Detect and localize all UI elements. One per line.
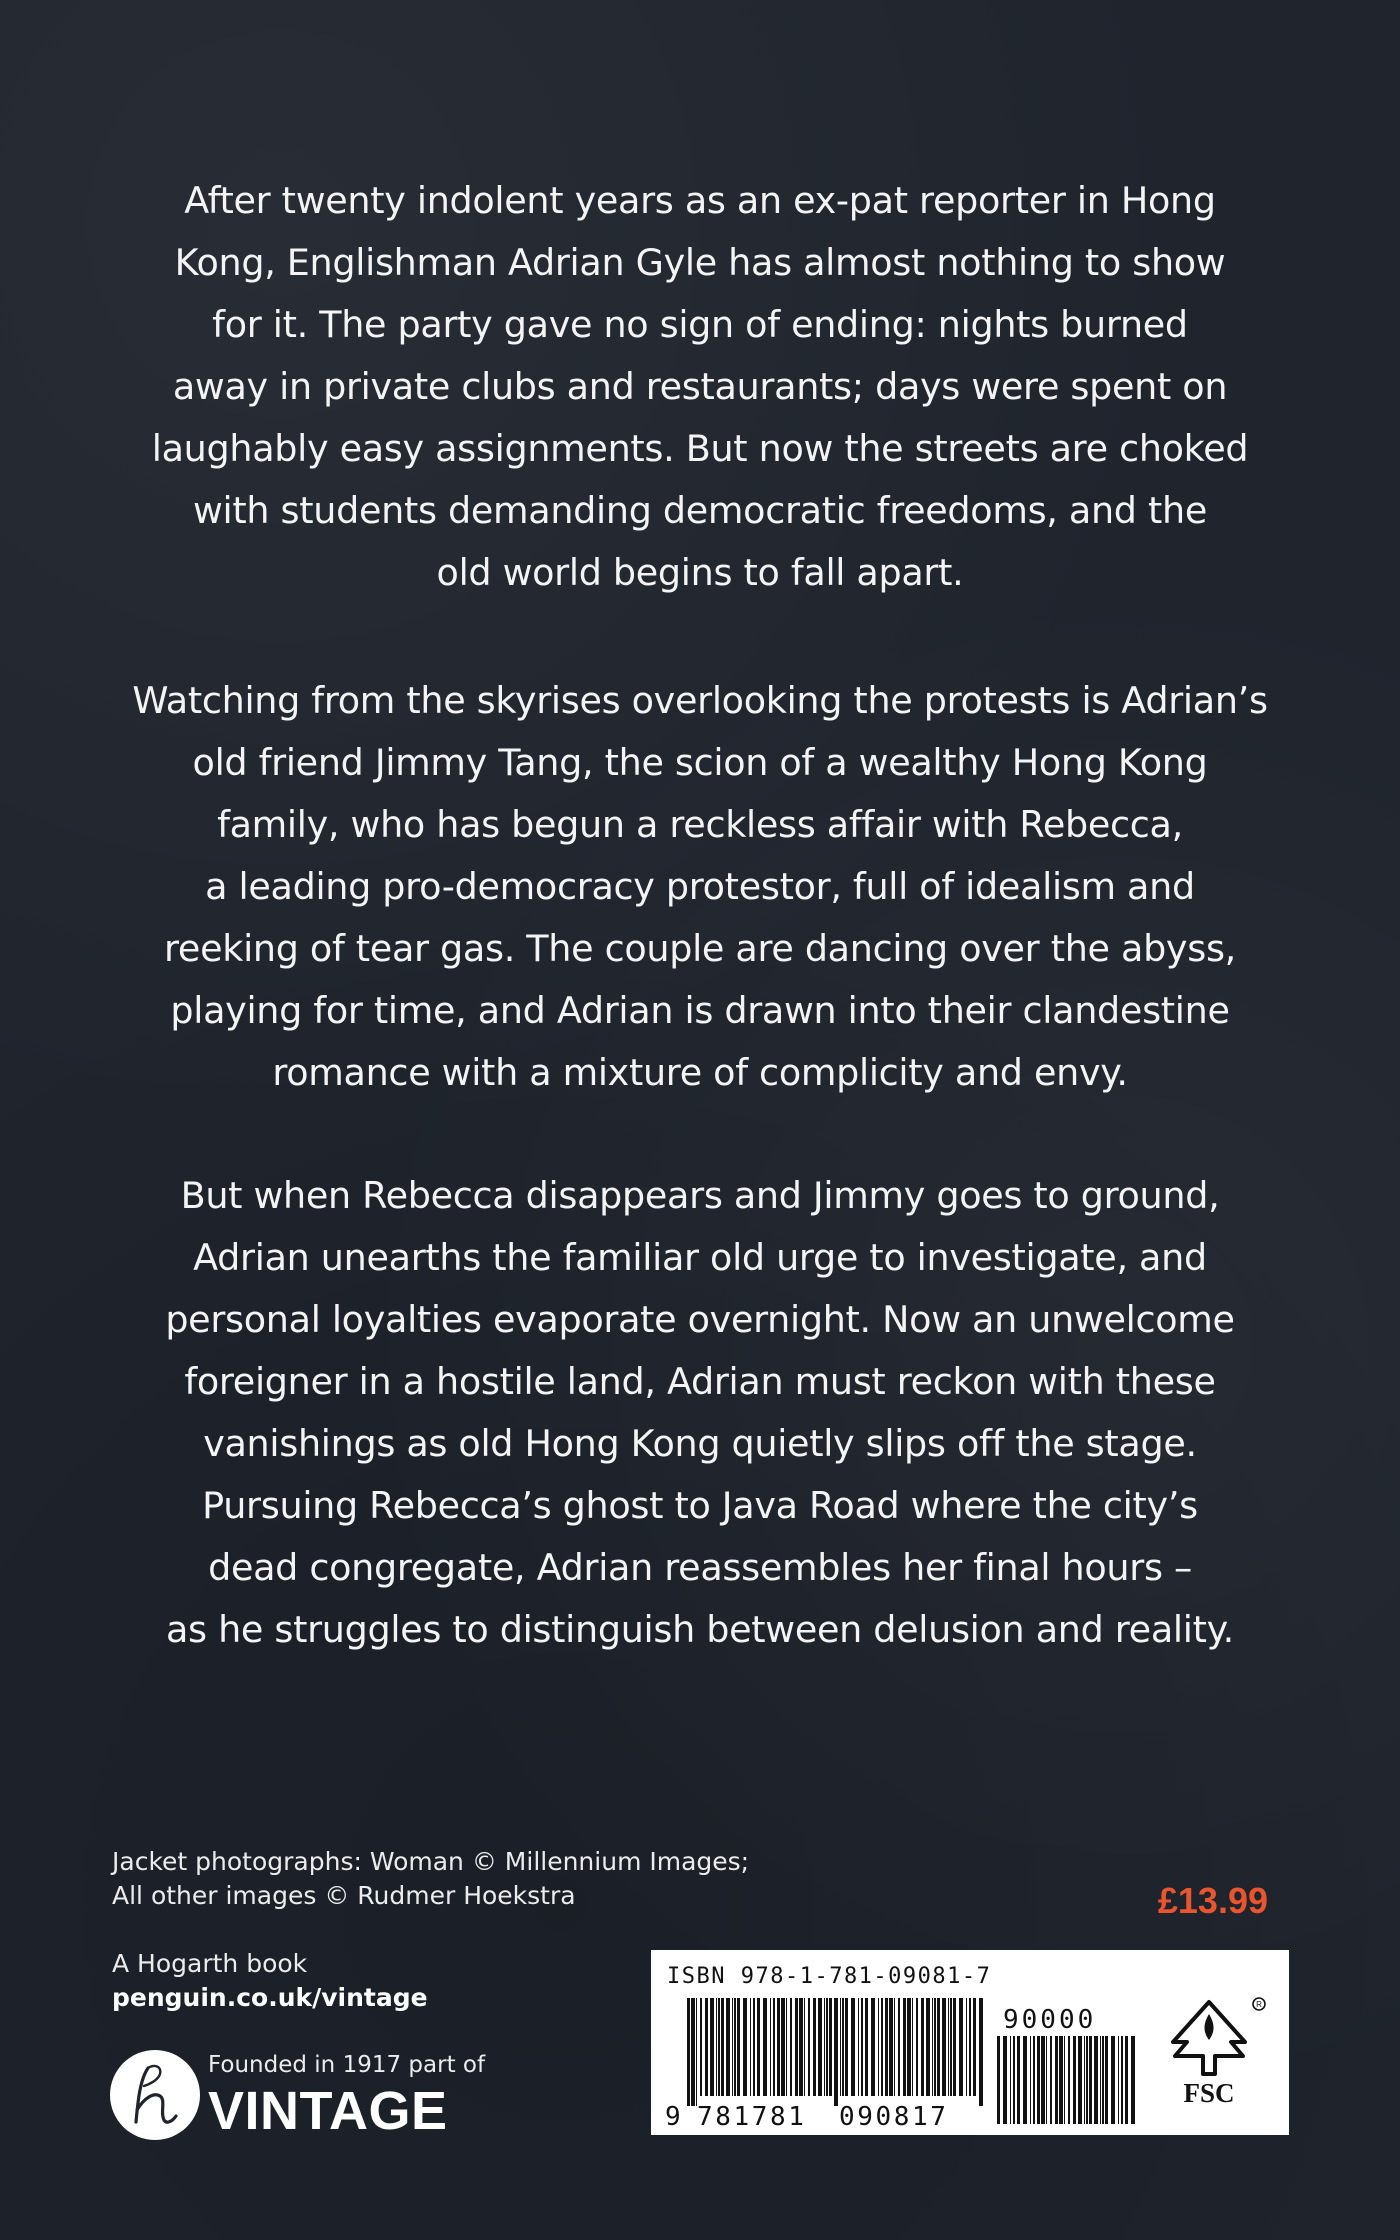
barcode-bar [1017,2036,1020,2124]
vintage-wordmark: VINTAGE [208,2081,448,2141]
barcode-bar [937,1998,940,2096]
barcode-bar [973,1998,976,2096]
barcode-bar [948,1998,949,2096]
barcode-bar [1030,2036,1031,2124]
barcode-bar [845,1998,848,2096]
barcode-bar [808,1998,810,2096]
barcode-bar [1050,2036,1052,2124]
founded-text: Founded in 1917 part of [208,2052,486,2078]
barcode-bar [799,1998,803,2096]
vintage-brand [110,2048,486,2148]
barcode-bar [861,1998,863,2096]
barcode-bar [842,1998,844,2096]
blurb-paragraph-1 [110,170,1290,604]
barcode-bar [1078,2036,1082,2124]
barcode-bar [840,1998,841,2096]
barcode-right-digits: 090817 [839,2102,949,2132]
barcode-bar [953,1998,956,2096]
barcode-bar [1073,2036,1076,2124]
isbn-label: ISBN 978-1-781-09081-7 [667,1964,992,1989]
barcode-bar [743,1998,747,2096]
barcode-bar [1059,2036,1063,2124]
barcode-bar [1003,2036,1007,2124]
barcode-bar [1033,2036,1035,2124]
barcode-bar [1023,2036,1027,2124]
barcode-bar [687,1998,690,2106]
blurb-paragraph-2 [110,670,1290,1104]
blurb-text: Watching from the skyrises overlooking the protests is Adrian’s old friend Jimmy Tang, the scion of a wealthy Hong Kong family, who has begun a reckless affair with Rebecca, a leading pro-democracy protestor, full of idealism and reeking of tear gas. The couple are dancing over the abyss, playing for time, and Adrian is drawn into their clandestine romance with a mixture of complicity and envy. [132,679,1268,1094]
barcode-bar [1102,2036,1104,2124]
barcode-bar [763,1998,767,2096]
barcode-first-digit: 9 [665,2102,684,2132]
barcode-bar [826,1998,828,2096]
svg-text:R: R [1256,2000,1262,2009]
barcode-bar [790,1998,792,2096]
barcode-bar [732,1998,733,2096]
barcode-bar [1089,2036,1092,2124]
barcode-bar [907,1998,911,2096]
barcode-bar [1068,2036,1070,2124]
barcode-bar [1084,2036,1085,2124]
barcode-panel [651,1950,1289,2135]
barcode-bar [691,1998,695,2106]
barcode-bar [942,1998,946,2096]
barcode-bar [734,1998,736,2096]
barcode-bar [696,1998,697,2106]
barcode-bar [858,1998,859,2096]
barcode-bar [777,1998,780,2096]
barcode-bar [834,1998,838,2106]
barcode-bar [753,1998,755,2096]
barcode-bar [921,1998,924,2096]
publisher-url[interactable]: penguin.co.uk/vintage [112,1983,428,2012]
barcode-bar [889,1998,893,2096]
blurb-text: After twenty indolent years as an ex-pat reporter in Hong Kong, Englishman Adrian Gyle has almost nothing to show for it. The party gave no sign of ending: nights burned away in private clubs and restaurants; days were spent on laughably easy assignments. But now the streets are choked with students demanding democratic freedoms, and the old world begins to fall apart. [151,179,1249,594]
barcode-bar [959,1998,963,2096]
barcode-bar [818,1998,822,2096]
barcode-bar [926,1998,930,2096]
barcode-bar [716,1998,717,2096]
fsc-label: FSC [1183,2078,1235,2108]
blurb-paragraph-3 [110,1165,1290,1661]
barcode-bar [997,2036,1000,2124]
barcode-bar [966,1998,967,2096]
imprint-label: A Hogarth book [112,1949,308,1978]
barcode-bar [824,1998,825,2096]
barcode-bar [1111,2036,1115,2124]
barcode-bar [1100,2036,1101,2124]
barcode-bar [1010,2036,1011,2124]
price-label: £13.99 [1157,1880,1268,1921]
blurb-text: But when Rebecca disappears and Jimmy goes to ground, Adrian unearths the familiar old urge to investigate, and personal loyalties evaporate overnight. Now an unwelcome foreigner in a hostile land, Adrian must reckon with these vanishings as old Hong Kong quietly slips off the stage. Pursuing Rebecca’s ghost to Java Road where the city’s dead congregate, Adrian reassembles her final hours – as he struggles to distinguish between delusion and reality. [165,1174,1235,1651]
barcode-addon-digits: 90000 [1003,2005,1097,2035]
barcode-bar [705,1998,708,2096]
barcode-bar [829,1998,832,2096]
barcode-bar [795,1998,798,2096]
ean-barcode [687,1998,987,2106]
barcode-bar [979,1998,983,2106]
barcode-bar [1131,2036,1135,2124]
barcode-bar [1125,2036,1128,2124]
barcode-bar [894,1998,895,2096]
barcode-bar [912,1998,913,2096]
barcode-bar [865,1998,868,2096]
barcode-bar [804,1998,805,2096]
barcode-bar [700,1998,702,2096]
barcode-bar [710,1998,714,2096]
barcode-bar [718,1998,720,2096]
barcode-bar [916,1998,918,2096]
barcode-bar [851,1998,855,2096]
barcode-bar [770,1998,771,2096]
barcode-bar [903,1998,906,2096]
barcode-bar [773,1998,775,2096]
barcode-bar [1013,2036,1015,2124]
barcode-bar [885,1998,888,2096]
barcode-bar [737,1998,740,2096]
barcode-bar [1086,2036,1088,2124]
barcode-bar [1105,2036,1108,2124]
barcode-bar [1118,2036,1119,2124]
barcode-bar [813,1998,816,2096]
barcode-bar [1094,2036,1098,2124]
publisher-info [112,1947,428,2015]
barcode-bar [781,1998,785,2096]
barcode-bar [878,1998,879,2096]
barcode-bar [950,1998,952,2096]
barcode-bar [721,1998,724,2096]
vintage-h-circle-icon [110,2050,200,2140]
fsc-tree-icon [1163,1996,1273,2080]
barcode-bar [1041,2036,1045,2124]
barcode-bar [932,1998,933,2096]
addon-barcode [997,2036,1137,2126]
barcode-bar [750,1998,751,2096]
barcode-bar [1121,2036,1123,2124]
barcode-bar [881,1998,883,2096]
barcode-bar [786,1998,787,2096]
barcode-left-digits: 781781 [697,2102,807,2132]
fsc-logo [1163,1996,1273,2126]
barcode-bar [1055,2036,1058,2124]
barcode-bar [871,1998,875,2096]
barcode-bar [726,1998,730,2096]
barcode-bar [1064,2036,1065,2124]
barcode-bar [1046,2036,1047,2124]
barcode-bar [898,1998,900,2096]
barcode-bar [757,1998,760,2096]
photo-credits: Jacket photographs: Woman © Millennium Images; All other images © Rudmer Hoekstra [112,1847,750,1910]
barcode-bar [969,1998,971,2096]
barcode-bar [1037,2036,1040,2124]
barcode-bar [934,1998,936,2096]
